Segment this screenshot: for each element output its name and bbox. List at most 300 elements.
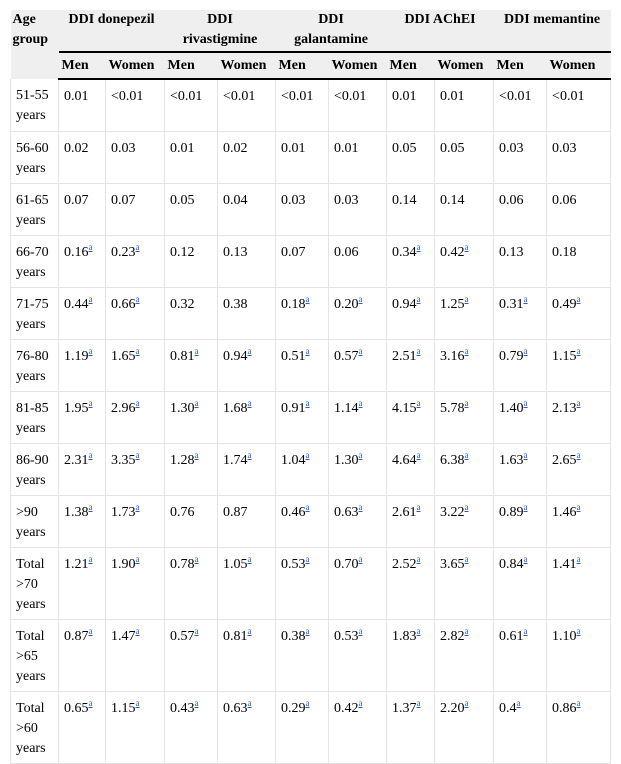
value-cell (218, 692, 276, 764)
value-cell (387, 548, 435, 620)
value-text: 4.15 (392, 401, 417, 416)
footnote-link[interactable]: a (305, 346, 310, 356)
footnote-link[interactable]: a (523, 398, 528, 408)
value-cell (387, 620, 435, 692)
value-cell (106, 132, 165, 184)
value-text: 0.18 (552, 245, 577, 260)
footnote-link[interactable]: a (135, 346, 140, 356)
value-text: 0.34 (392, 245, 417, 260)
value-cell (387, 444, 435, 496)
footnote-link[interactable]: a (358, 294, 363, 304)
footnote-link[interactable]: a (464, 450, 469, 460)
value-cell (435, 288, 494, 340)
value-text: 0.63 (334, 505, 359, 520)
value-text: 1.19 (64, 349, 89, 364)
footnote-link[interactable]: a (576, 398, 581, 408)
value-text: 2.13 (552, 401, 577, 416)
value-cell (106, 496, 165, 548)
footnote-link[interactable]: a (88, 698, 93, 708)
value-cell (218, 184, 276, 236)
value-text: 1.73 (111, 505, 136, 520)
footnote-link[interactable]: a (305, 698, 310, 708)
footnote-link[interactable]: a (194, 698, 199, 708)
value-text: 2.61 (392, 505, 417, 520)
value-text: 0.03 (552, 141, 577, 156)
footnote-link[interactable]: a (247, 450, 252, 460)
value-cell (218, 132, 276, 184)
value-text: 0.79 (499, 349, 524, 364)
footnote-link[interactable]: a (516, 698, 521, 708)
value-text: 0.63 (223, 701, 248, 716)
value-text: 1.25 (440, 297, 465, 312)
table-row (11, 548, 611, 620)
value-cell (387, 288, 435, 340)
value-cell (276, 496, 329, 548)
value-text: 1.46 (552, 505, 577, 520)
value-text: 6.38 (440, 453, 465, 468)
value-cell (59, 692, 106, 764)
value-text: 0.29 (281, 701, 306, 716)
age-group-label: 61-65 years (16, 193, 49, 228)
value-cell (494, 548, 547, 620)
value-text: <0.01 (223, 89, 256, 104)
value-cell (494, 392, 547, 444)
footnote-link[interactable]: a (88, 626, 93, 636)
value-cell (329, 548, 387, 620)
value-text: 0.06 (334, 245, 359, 260)
age-group-cell (11, 184, 59, 236)
footnote-link[interactable]: a (358, 626, 363, 636)
value-text: 0.43 (170, 701, 195, 716)
footnote-link[interactable]: a (416, 242, 421, 252)
value-cell (218, 288, 276, 340)
footnote-link[interactable]: a (416, 398, 421, 408)
footnote-link[interactable]: a (247, 346, 252, 356)
value-text: 0.18 (281, 297, 306, 312)
value-text: 1.37 (392, 701, 417, 716)
value-text: 0.66 (111, 297, 136, 312)
value-cell (387, 132, 435, 184)
footnote-link[interactable]: a (358, 450, 363, 460)
group-header-label: DDI donepezil (68, 12, 155, 27)
age-group-cell (11, 692, 59, 764)
footnote-link[interactable]: a (247, 398, 252, 408)
value-cell (59, 288, 106, 340)
value-text: 0.81 (170, 349, 195, 364)
footnote-link[interactable]: a (523, 502, 528, 512)
value-cell (435, 444, 494, 496)
value-cell (165, 548, 218, 620)
footnote-link[interactable]: a (135, 698, 140, 708)
value-text: 0.76 (170, 505, 195, 520)
footnote-link[interactable]: a (88, 502, 93, 512)
value-cell (59, 496, 106, 548)
footnote-link[interactable]: a (464, 626, 469, 636)
value-cell (165, 692, 218, 764)
age-group-label: 71-75 years (16, 297, 49, 332)
value-text: 0.04 (223, 193, 248, 208)
value-text: 3.16 (440, 349, 465, 364)
value-cell (165, 496, 218, 548)
value-text: 0.78 (170, 557, 195, 572)
value-cell (329, 392, 387, 444)
value-text: 0.51 (281, 349, 306, 364)
footnote-link[interactable]: a (135, 554, 140, 564)
value-cell (59, 184, 106, 236)
footnote-link[interactable]: a (416, 554, 421, 564)
subheader-women: Women (329, 52, 387, 79)
value-cell (494, 132, 547, 184)
value-cell (547, 692, 611, 764)
footnote-link[interactable]: a (576, 450, 581, 460)
value-cell (494, 288, 547, 340)
value-text: 1.65 (111, 349, 136, 364)
table-row (11, 496, 611, 548)
footnote-link[interactable]: a (305, 450, 310, 460)
footnote-link[interactable]: a (416, 626, 421, 636)
value-text: 0.84 (499, 557, 524, 572)
value-cell (387, 496, 435, 548)
age-group-cell (11, 444, 59, 496)
footnote-link[interactable]: a (194, 398, 199, 408)
value-text: 1.41 (552, 557, 577, 572)
subheader-women: Women (547, 52, 611, 79)
value-text: 0.02 (64, 141, 89, 156)
value-cell (59, 392, 106, 444)
value-cell (165, 392, 218, 444)
footnote-link[interactable]: a (523, 294, 528, 304)
value-cell (329, 620, 387, 692)
value-text: 0.32 (170, 297, 195, 312)
value-text: 0.06 (552, 193, 577, 208)
value-text: 1.63 (499, 453, 524, 468)
subheader-women: Women (435, 52, 494, 79)
value-text: 1.83 (392, 629, 417, 644)
value-cell (547, 288, 611, 340)
footnote-link[interactable]: a (416, 450, 421, 460)
footnote-link[interactable]: a (464, 294, 469, 304)
value-text: 0.31 (499, 297, 524, 312)
footnote-link[interactable]: a (576, 626, 581, 636)
group-header-memantine (494, 10, 611, 52)
value-text: 0.01 (64, 89, 89, 104)
footnote-link[interactable]: a (416, 346, 421, 356)
footnote-link[interactable]: a (88, 242, 93, 252)
footnote-link[interactable]: a (523, 626, 528, 636)
footnote-link[interactable]: a (194, 450, 199, 460)
value-cell (106, 340, 165, 392)
value-cell (329, 132, 387, 184)
value-text: 0.03 (111, 141, 136, 156)
footnote-link[interactable]: a (305, 398, 310, 408)
age-group-header (11, 10, 59, 79)
footnote-link[interactable]: a (416, 294, 421, 304)
footnote-link[interactable]: a (305, 554, 310, 564)
table-row (11, 184, 611, 236)
value-text: 1.21 (64, 557, 89, 572)
value-text: <0.01 (552, 89, 585, 104)
value-text: 2.65 (552, 453, 577, 468)
value-cell (106, 184, 165, 236)
footnote-link[interactable]: a (358, 346, 363, 356)
value-text: 2.82 (440, 629, 465, 644)
value-text: 0.13 (499, 245, 524, 260)
value-text: 0.14 (392, 193, 417, 208)
value-cell (494, 340, 547, 392)
table-body (11, 79, 611, 764)
subheader-women: Women (218, 52, 276, 79)
value-text: 0.57 (334, 349, 359, 364)
footnote-link[interactable]: a (576, 502, 581, 512)
value-cell (547, 79, 611, 132)
value-text: 0.89 (499, 505, 524, 520)
value-cell (387, 392, 435, 444)
value-text: 0.02 (223, 141, 248, 156)
footnote-link[interactable]: a (358, 698, 363, 708)
age-group-cell (11, 288, 59, 340)
value-text: <0.01 (334, 89, 367, 104)
value-text: 2.51 (392, 349, 417, 364)
table-row (11, 132, 611, 184)
value-cell (276, 236, 329, 288)
value-cell (329, 288, 387, 340)
footnote-link[interactable]: a (247, 626, 252, 636)
value-text: 1.15 (552, 349, 577, 364)
footnote-link[interactable]: a (523, 450, 528, 460)
table-row (11, 236, 611, 288)
value-text: 0.91 (281, 401, 306, 416)
value-text: 1.38 (64, 505, 89, 520)
value-text: 0.87 (223, 505, 248, 520)
value-cell (329, 692, 387, 764)
footnote-link[interactable]: a (135, 626, 140, 636)
footnote-link[interactable]: a (135, 398, 140, 408)
value-cell (165, 236, 218, 288)
value-cell (494, 184, 547, 236)
value-cell (106, 444, 165, 496)
value-cell (59, 236, 106, 288)
value-cell (435, 184, 494, 236)
value-cell (165, 184, 218, 236)
footnote-link[interactable]: a (576, 294, 581, 304)
value-text: 0.87 (64, 629, 89, 644)
value-cell (435, 79, 494, 132)
value-text: 1.10 (552, 629, 577, 644)
age-group-cell (11, 340, 59, 392)
footnote-link[interactable]: a (135, 502, 140, 512)
value-text: 0.44 (64, 297, 89, 312)
footnote-link[interactable]: a (416, 698, 421, 708)
table-row (11, 340, 611, 392)
footnote-link[interactable]: a (464, 554, 469, 564)
value-text: 1.30 (170, 401, 195, 416)
value-text: 0.05 (170, 193, 195, 208)
footnote-link[interactable]: a (358, 398, 363, 408)
value-cell (387, 184, 435, 236)
value-cell (494, 236, 547, 288)
value-cell (387, 79, 435, 132)
footnote-link[interactable]: a (247, 698, 252, 708)
age-group-cell (11, 620, 59, 692)
value-text: 2.52 (392, 557, 417, 572)
footnote-link[interactable]: a (523, 346, 528, 356)
age-group-cell (11, 392, 59, 444)
value-text: 0.4 (499, 701, 517, 716)
value-cell (494, 496, 547, 548)
subheader-women: Women (106, 52, 165, 79)
group-header-label: DDI AChEI (404, 12, 476, 27)
footnote-link[interactable]: a (88, 554, 93, 564)
value-cell (59, 79, 106, 132)
footnote-link[interactable]: a (135, 294, 140, 304)
footnote-link[interactable]: a (88, 450, 93, 460)
footnote-link[interactable]: a (464, 242, 469, 252)
value-cell (387, 692, 435, 764)
value-text: 0.61 (499, 629, 524, 644)
value-text: 0.01 (392, 89, 417, 104)
table-row (11, 444, 611, 496)
value-cell (435, 132, 494, 184)
value-cell (106, 288, 165, 340)
value-text: 2.31 (64, 453, 89, 468)
value-text: 0.81 (223, 629, 248, 644)
footnote-link[interactable]: a (464, 502, 469, 512)
subheader-men: Men (165, 52, 218, 79)
value-cell (59, 340, 106, 392)
footnote-link[interactable]: a (194, 626, 199, 636)
value-text: 0.42 (334, 701, 359, 716)
value-cell (435, 236, 494, 288)
value-text: 0.16 (64, 245, 89, 260)
age-group-label: 81-85 years (16, 401, 49, 436)
value-cell (276, 132, 329, 184)
value-cell (218, 340, 276, 392)
value-cell (165, 288, 218, 340)
footnote-link[interactable]: a (305, 502, 310, 512)
value-cell (547, 340, 611, 392)
footnote-link[interactable]: a (576, 346, 581, 356)
value-cell (218, 444, 276, 496)
footnote-link[interactable]: a (88, 398, 93, 408)
value-cell (59, 444, 106, 496)
value-cell (329, 340, 387, 392)
value-text: 1.90 (111, 557, 136, 572)
value-cell (435, 620, 494, 692)
footnote-link[interactable]: a (88, 346, 93, 356)
value-cell (329, 444, 387, 496)
group-header-donepezil (59, 10, 165, 52)
value-cell (218, 496, 276, 548)
value-text: 0.07 (64, 193, 89, 208)
footnote-link[interactable]: a (464, 346, 469, 356)
value-text: 5.78 (440, 401, 465, 416)
value-cell (59, 548, 106, 620)
value-text: 1.74 (223, 453, 248, 468)
footnote-link[interactable]: a (194, 346, 199, 356)
footnote-link[interactable]: a (88, 294, 93, 304)
value-text: 2.96 (111, 401, 136, 416)
value-text: 0.12 (170, 245, 195, 260)
footnote-link[interactable]: a (576, 554, 581, 564)
footnote-link[interactable]: a (464, 698, 469, 708)
value-cell (547, 132, 611, 184)
age-group-label: Total >60 years (16, 701, 46, 756)
value-cell (276, 444, 329, 496)
value-cell (106, 620, 165, 692)
age-group-cell (11, 548, 59, 620)
value-text: 0.03 (499, 141, 524, 156)
age-group-header-label: Age group (12, 12, 49, 47)
footnote-link[interactable]: a (247, 554, 252, 564)
footnote-link[interactable]: a (135, 450, 140, 460)
value-text: 0.65 (64, 701, 89, 716)
age-group-label: Total >65 years (16, 629, 46, 684)
table-row (11, 620, 611, 692)
value-cell (435, 692, 494, 764)
value-cell (276, 548, 329, 620)
group-header-ache (387, 10, 494, 52)
footnote-link[interactable]: a (194, 554, 199, 564)
footnote-link[interactable]: a (305, 626, 310, 636)
value-text: 0.05 (392, 141, 417, 156)
footnote-link[interactable]: a (523, 554, 528, 564)
footnote-link[interactable]: a (576, 698, 581, 708)
footnote-link[interactable]: a (358, 554, 363, 564)
value-text: 0.07 (111, 193, 136, 208)
ddi-prevalence-table (10, 10, 611, 764)
value-cell (165, 79, 218, 132)
value-text: 0.01 (440, 89, 465, 104)
value-cell (276, 692, 329, 764)
age-group-label: >90 years (16, 505, 46, 540)
footnote-link[interactable]: a (135, 242, 140, 252)
value-text: 0.03 (281, 193, 306, 208)
footnote-link[interactable]: a (305, 294, 310, 304)
value-cell (547, 184, 611, 236)
age-group-label: 86-90 years (16, 453, 49, 488)
age-group-label: 66-70 years (16, 245, 49, 280)
value-text: 1.47 (111, 629, 136, 644)
value-cell (165, 620, 218, 692)
ddi-table-container (10, 10, 610, 764)
value-text: 0.53 (281, 557, 306, 572)
value-text: 0.01 (170, 141, 195, 156)
value-text: 1.04 (281, 453, 306, 468)
value-text: <0.01 (111, 89, 144, 104)
value-text: 0.01 (281, 141, 306, 156)
age-group-cell (11, 79, 59, 132)
value-text: 1.05 (223, 557, 248, 572)
value-text: 3.22 (440, 505, 465, 520)
subheader-men: Men (59, 52, 106, 79)
subheader-men: Men (387, 52, 435, 79)
age-group-cell (11, 236, 59, 288)
value-text: 1.40 (499, 401, 524, 416)
footnote-link[interactable]: a (416, 502, 421, 512)
value-text: 0.01 (334, 141, 359, 156)
value-cell (494, 692, 547, 764)
value-text: <0.01 (170, 89, 203, 104)
value-cell (435, 392, 494, 444)
value-text: 0.14 (440, 193, 465, 208)
footnote-link[interactable]: a (464, 398, 469, 408)
value-text: 1.95 (64, 401, 89, 416)
age-group-label: 51-55 years (16, 88, 49, 123)
value-text: 4.64 (392, 453, 417, 468)
value-cell (106, 79, 165, 132)
value-cell (547, 392, 611, 444)
footnote-link[interactable]: a (358, 502, 363, 512)
